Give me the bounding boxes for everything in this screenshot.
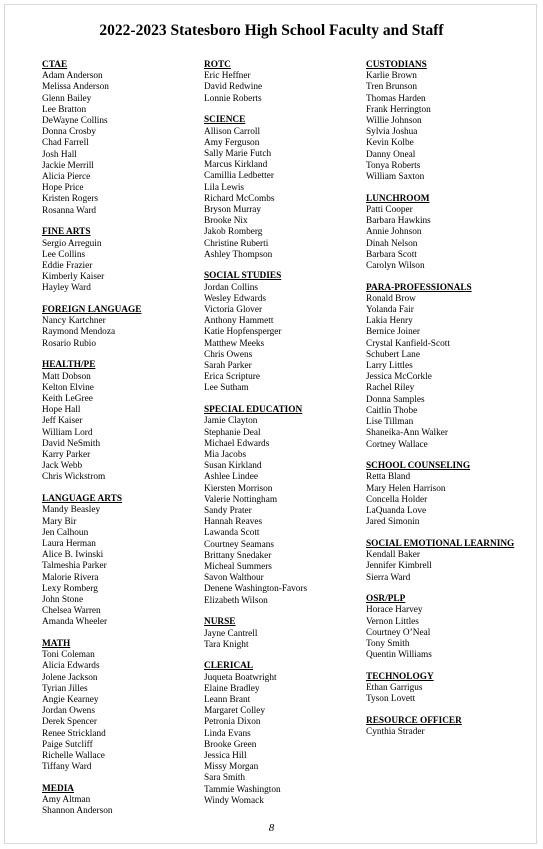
department-heading: TECHNOLOGY [366, 671, 434, 682]
staff-name: Glenn Bailey [42, 93, 92, 104]
staff-name: Lila Lewis [204, 182, 245, 193]
staff-name: Sarah Parker [204, 361, 252, 372]
staff-name: Lee Sutham [204, 383, 249, 394]
department-section [204, 405, 359, 607]
staff-name: Dinah Nelson [366, 238, 418, 249]
staff-name: Linda Evans [204, 728, 251, 739]
staff-name: Rosanna Ward [42, 205, 97, 216]
department-heading: CUSTODIANS [366, 60, 427, 70]
department-section [204, 115, 359, 261]
staff-name: Jordan Collins [204, 282, 258, 293]
staff-name: Tony Smith [366, 639, 410, 650]
department-section [42, 494, 192, 628]
staff-name: Caitlin Thobe [366, 405, 418, 416]
staff-name: Chris Owens [204, 349, 253, 360]
department-section [366, 539, 536, 584]
department-section [366, 672, 536, 706]
staff-name: Laura Herman [42, 538, 96, 549]
staff-name: Raymond Mendoza [42, 327, 116, 338]
staff-name: Talmeshia Parker [42, 561, 107, 572]
column-2 [204, 60, 359, 818]
staff-name: Rosario Rubio [42, 338, 96, 349]
staff-name: Matt Dobson [42, 371, 91, 382]
staff-name: Tammie Washington [204, 784, 281, 795]
staff-name: David NeSmith [42, 438, 101, 449]
staff-name: Ashlee Lindee [204, 472, 258, 483]
staff-name: Ashley Thompson [204, 249, 273, 260]
staff-name: William Saxton [366, 172, 425, 183]
staff-name: Lexy Romberg [42, 583, 98, 594]
staff-name: Renee Strickland [42, 728, 106, 739]
staff-name: Brittany Snedaker [204, 550, 272, 561]
staff-name: Hayley Ward [42, 283, 91, 294]
department-section [42, 60, 192, 217]
staff-name: Hope Price [42, 183, 84, 194]
staff-name: Kristen Rogers [42, 194, 99, 205]
staff-name: Concella Holder [366, 494, 428, 505]
staff-name: Cortney Wallace [366, 439, 428, 450]
staff-name: Kendall Baker [366, 550, 420, 561]
staff-name: Mandy Beasley [42, 505, 101, 516]
staff-name: Richelle Wallace [42, 751, 105, 762]
department-section [204, 60, 359, 105]
department-section [366, 594, 536, 661]
staff-name: Bernice Joiner [366, 327, 420, 338]
staff-name: Lee Collins [42, 249, 86, 260]
department-section [366, 461, 536, 528]
staff-name: Michael Edwards [204, 438, 270, 449]
staff-name: Marcus Kirkland [204, 160, 268, 171]
staff-name: John Stone [42, 594, 84, 605]
staff-name: DeWayne Collins [42, 116, 108, 127]
staff-name: Ethan Garrigus [366, 683, 423, 694]
staff-name: Toni Coleman [42, 650, 95, 661]
staff-name: Jessica McCorkle [366, 372, 432, 383]
staff-name: Lise Tillman [366, 417, 414, 428]
staff-name: Sylvia Joshua [366, 127, 418, 138]
staff-name: Lonnie Roberts [204, 93, 262, 104]
staff-name: Wesley Edwards [204, 293, 266, 304]
staff-name: Lakia Henry [366, 316, 413, 327]
staff-name: Patti Cooper [366, 204, 413, 215]
staff-name: Donna Samples [366, 394, 425, 405]
staff-name: Yolanda Fair [366, 305, 414, 316]
staff-name: Frank Herrington [366, 104, 431, 115]
staff-name: Tara Knight [204, 639, 249, 650]
department-heading: SCIENCE [204, 115, 246, 126]
staff-name: Paige Sutcliff [42, 739, 93, 750]
department-section [366, 194, 536, 272]
department-heading: MATH [42, 639, 71, 650]
staff-name: Margaret Colley [204, 706, 266, 717]
staff-name: Tren Brunson [366, 82, 418, 93]
staff-name: Stephanie Deal [204, 427, 261, 438]
staff-name: Jack Webb [42, 461, 83, 472]
department-heading: SCHOOL COUNSELING [366, 461, 471, 472]
staff-name: Erica Scripture [204, 372, 261, 383]
staff-name: Jordan Owens [42, 706, 95, 717]
staff-name: Brooke Nix [204, 216, 248, 227]
staff-name: Denene Washington-Favors [204, 584, 308, 595]
staff-name: Karlie Brown [366, 71, 417, 82]
staff-name: Alice B. Iwinski [42, 550, 104, 561]
department-section [42, 227, 192, 294]
department-section [366, 716, 536, 738]
department-heading: SPECIAL EDUCATION [204, 405, 303, 416]
staff-name: Chad Farrell [42, 138, 89, 149]
staff-name: Adam Anderson [42, 71, 103, 82]
staff-name: Barbara Scott [366, 249, 417, 260]
department-heading: ROTC [204, 60, 231, 70]
staff-name: David Redwine [204, 82, 263, 93]
staff-name: Amy Ferguson [204, 137, 260, 148]
staff-name: Tiffany Ward [42, 762, 92, 773]
staff-name: Cynthia Strader [366, 727, 425, 738]
staff-name: Alicia Pierce [42, 172, 91, 183]
department-section [42, 639, 192, 773]
staff-name: Barbara Hawkins [366, 216, 431, 227]
staff-name: Kimberly Kaiser [42, 272, 105, 283]
staff-name: Tyrian Jilles [42, 683, 88, 694]
page-number: 8 [268, 822, 275, 834]
department-heading: PARA-PROFESSIONALS [366, 282, 472, 293]
department-heading: MEDIA [42, 783, 75, 794]
staff-name: Lee Bratton [42, 104, 87, 115]
staff-name: Jamie Clayton [204, 416, 258, 427]
staff-name: Vernon Littles [366, 616, 419, 627]
staff-name: Mary Helen Harrison [366, 483, 446, 494]
page-title: 2022-2023 Statesboro High School Faculty and Staff [99, 22, 444, 39]
staff-name: Ronald Brow [366, 293, 416, 304]
staff-name: Malorie Rivera [42, 572, 99, 583]
department-heading: HEALTH/PE [42, 360, 96, 371]
department-heading: CLERICAL [204, 661, 254, 672]
department-section [42, 784, 192, 818]
staff-name: Eddie Frazier [42, 260, 93, 271]
department-heading: CTAE [42, 60, 68, 70]
staff-name: Mary Bir [42, 516, 77, 527]
staff-name: Josh Hall [42, 149, 77, 160]
staff-name: Susan Kirkland [204, 461, 262, 472]
staff-name: Jen Calhoun [42, 527, 89, 538]
staff-name: Eric Heffner [204, 71, 251, 82]
staff-name: Shannon Anderson [42, 806, 113, 817]
staff-name: Bryson Murray [204, 204, 262, 215]
department-section [366, 283, 536, 451]
staff-name: Melissa Anderson [42, 82, 109, 93]
staff-name: Juqueta Boatwright [204, 672, 277, 683]
staff-name: William Lord [42, 427, 93, 438]
staff-name: Donna Crosby [42, 127, 96, 138]
department-heading: SOCIAL STUDIES [204, 271, 282, 282]
department-section [204, 617, 359, 651]
staff-name: Larry Littles [366, 361, 413, 372]
department-section [366, 60, 536, 183]
staff-name: Jakob Romberg [204, 227, 263, 238]
staff-name: Crystal Kanfield-Scott [366, 338, 450, 349]
staff-name: Annie Johnson [366, 227, 422, 238]
staff-name: Carolyn Wilson [366, 260, 425, 271]
department-section [42, 360, 192, 483]
department-heading: OSR/PLP [366, 594, 406, 605]
staff-name: Petronia Dixon [204, 717, 261, 728]
staff-name: Shaneika-Ann Walker [366, 428, 448, 439]
staff-name: Kiersten Morrison [204, 483, 273, 494]
staff-name: Sara Smith [204, 773, 246, 784]
column-1 [42, 60, 192, 828]
staff-name: Thomas Harden [366, 93, 426, 104]
staff-name: Horace Harvey [366, 605, 423, 616]
staff-name: Kevin Kolbe [366, 138, 414, 149]
staff-name: Tyson Lovett [366, 694, 416, 705]
staff-name: Elizabeth Wilson [204, 595, 268, 606]
department-heading: LUNCHROOM [366, 193, 430, 204]
staff-name: Elaine Bradley [204, 683, 260, 694]
staff-name: Danny Oneal [366, 149, 416, 160]
staff-name: Sierra Ward [366, 572, 411, 583]
staff-name: Jared Simonin [366, 517, 420, 528]
staff-name: Katie Hopfensperger [204, 327, 282, 338]
staff-name: Keith LeGree [42, 393, 93, 404]
staff-name: Karry Parker [42, 450, 91, 460]
staff-name: LaQuanda Love [366, 506, 427, 517]
staff-name: Rachel Riley [366, 383, 415, 394]
staff-name: Sally Marie Futch [204, 148, 272, 159]
staff-name: Willie Johnson [366, 116, 422, 127]
staff-name: Micheal Summers [204, 562, 272, 573]
department-heading: RESOURCE OFFICER [366, 716, 462, 727]
staff-name: Jennifer Kimbrell [366, 561, 432, 572]
staff-name: Amanda Wheeler [42, 617, 108, 628]
staff-name: Missy Morgan [204, 762, 259, 773]
department-heading: NURSE [204, 617, 236, 628]
department-heading: FOREIGN LANGUAGE [42, 305, 142, 316]
staff-name: Chris Wickstrom [42, 472, 106, 483]
staff-name: Allison Carroll [204, 126, 261, 137]
staff-name: Courtney Seamans [204, 539, 274, 550]
staff-name: Jeff Kaiser [42, 416, 83, 427]
staff-name: Quentin Williams [366, 650, 432, 661]
staff-name: Amy Altman [42, 795, 91, 806]
department-heading: LANGUAGE ARTS [42, 494, 123, 505]
staff-name: Courtney O’Neal [366, 627, 431, 638]
staff-name: Schubert Lane [366, 349, 420, 360]
staff-name: Mia Jacobs [204, 450, 247, 460]
staff-name: Angie Kearney [42, 695, 99, 706]
department-section [42, 305, 192, 350]
staff-name: Valerie Nottingham [204, 494, 278, 505]
department-section [204, 661, 359, 807]
staff-name: Sandy Prater [204, 506, 252, 517]
staff-name: Jessica Hill [204, 751, 247, 762]
department-heading: FINE ARTS [42, 227, 91, 238]
staff-name: Sergio Arreguin [42, 238, 102, 249]
staff-name: Windy Womack [204, 795, 264, 806]
staff-name: Alicia Edwards [42, 661, 100, 672]
staff-name: Savon Walthour [204, 573, 264, 584]
staff-name: Brooke Green [204, 739, 257, 750]
staff-name: Chelsea Warren [42, 606, 101, 617]
staff-name: Tonya Roberts [366, 160, 421, 171]
staff-name: Matthew Meeks [204, 338, 265, 349]
staff-name: Jolene Jackson [42, 672, 98, 683]
staff-name: Hope Hall [42, 405, 81, 416]
staff-name: Anthony Hammett [204, 316, 274, 327]
staff-name: Lawanda Scott [204, 528, 260, 539]
staff-name: Jackie Merrill [42, 160, 94, 171]
department-heading: SOCIAL EMOTIONAL LEARNING [366, 538, 515, 549]
staff-name: Jayne Cantrell [204, 628, 258, 639]
staff-name: Hannah Reaves [204, 517, 263, 528]
staff-name: Leann Brant [204, 695, 251, 706]
staff-name: Nancy Kartchner [42, 316, 106, 327]
staff-name: Christine Ruberti [204, 238, 269, 249]
department-section [204, 271, 359, 394]
staff-name: Kelton Elvine [42, 382, 94, 393]
staff-name: Victoria Glover [204, 305, 263, 316]
column-3 [366, 60, 536, 749]
staff-name: Derek Spencer [42, 717, 97, 728]
staff-name: Richard McCombs [204, 193, 275, 204]
staff-name: Retta Bland [366, 472, 411, 483]
staff-name: Camillia Ledbetter [204, 171, 274, 182]
